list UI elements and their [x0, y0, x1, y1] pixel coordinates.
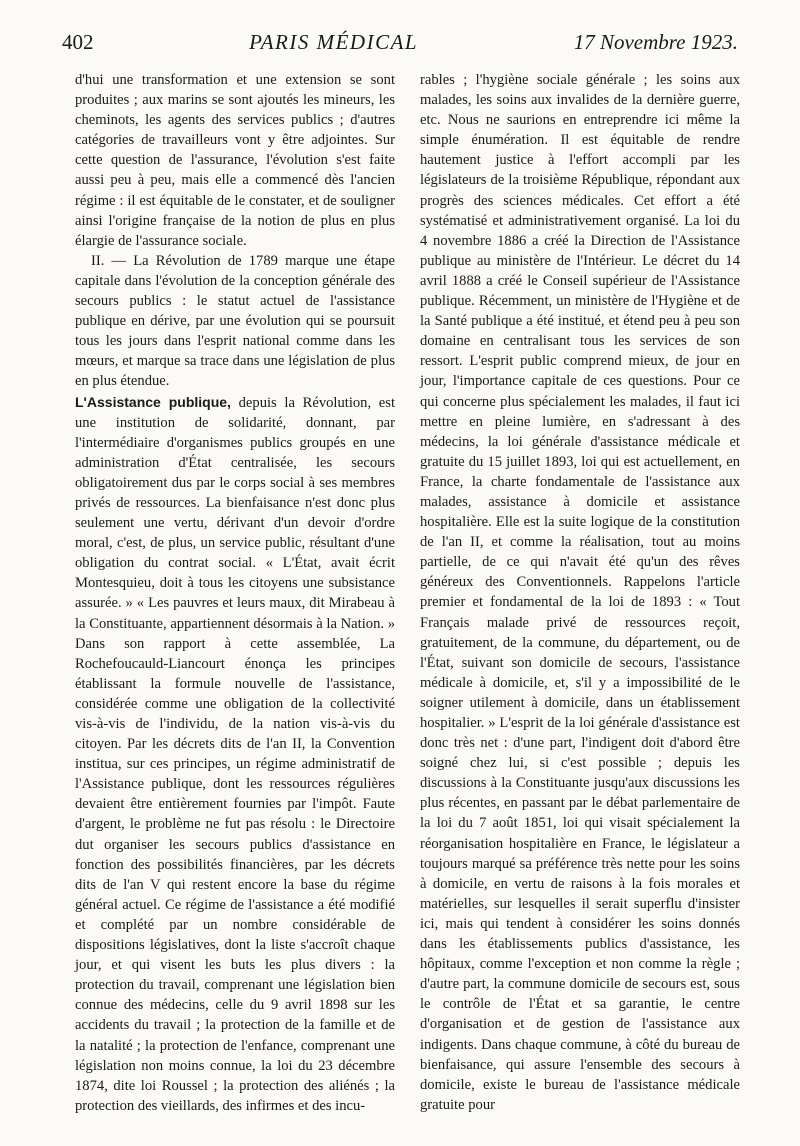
- paragraph-assistance-publique: [75, 392, 395, 1116]
- paragraph-loi-1893: rables ; l'hygiène sociale générale ; les soins aux malades, les soins aux invalides de la dernière guerre, etc. Nous ne saurions en entreprendre ici même la simple énumération. Il est équitable de rendre hautement justice à l'effort accompli par les législateurs de la troisième République, répondant aux progrès des sciences médicales. Cet effort a été systématisé et administrativement organisé. La loi du 4 novembre 1886 a créé la Direction de l'Assistance publique au ministère de l'Intérieur. Le décret du 14 avril 1888 a créé le Conseil supérieur de l'Assistance publique. Récemment, un ministère de l'Hygiène et de la Santé publique a été institué, et étend peu à peu son domaine en centralisant tous les services de son ressort. L'esprit public comprend mieux, de jour en jour, l'importance capitale de ces questions. Pour ce qui concerne plus spécialement les malades, il faut ici mettre en pleine lumière, en s'adressant à des médecins, la loi générale d'assistance médicale et gratuite du 15 juillet 1893, loi qui est actuellement, en France, la charte fondamentale de l'assistance aux malades, assistance à domicile et assistance hospitalière. Elle est la suite logique de la constitution de l'an II, et comme la réalisation, tout au moins partielle, de ce qui n'avait été qu'un des rêves généreux des Conventionnels. Rappelons l'article premier et fondamental de la loi de 1893 : « Tout Français malade privé de ressources reçoit, gratuitement, de la commune, du département, ou de l'État, suivant son domicile de secours, l'assistance médicale à domicile, et, s'il y a impossibilité de le soigner utilement à domicile, dans un établissement hospitalier. » L'esprit de la loi générale d'assistance est donc très net : d'une part, l'indigent doit d'abord être soigné chez lui, si c'est possible ; depuis les discussions à la Constituante jusqu'aux discussions les plus récentes, en passant par le débat parlementaire de la loi du 7 août 1851, loi qui visait spécialement la réorganisation hospitalière en France, le législateur a toujours marqué sa préférence très nette pour les soins à domicile, en vertu de raisons à la fois morales et matérielles, sur lesquelles il serait superflu d'insister ici, mais qui tendent à considérer les soins donnés dans les établissements publics d'assistance, les hôpitaux, comme l'exception et non comme la règle ; d'autre part, la commune domicile de secours est, sous le contrôle de l'État et sa garantie, le centre d'organisation et de gestion de l'assistance aux indigents. Dans chaque commune, à côté du bureau de bienfaisance, qui assure l'ensemble des secours à domicile, existe le bureau de l'assistance médicale gratuite pour: [420, 72, 740, 1113]
- issue-date: 17 Novembre 1923.: [573, 30, 738, 54]
- paragraph-assistance-text: depuis la Révolution, est une institution de solidarité, donnant, par l'intermédiaire d'organismes publics groupés en une administration d'État centralisée, les secours obligatoirement dus par le corps social à ses membres privés de ressources. La bienfaisance n'est donc plus seulement une vertu, dérivant d'un devoir d'ordre moral, c'est, de plus, un service public, résultant d'une obligation du contrat social. « L'État, avait écrit Montesquieu, doit à tous les citoyens une subsistance assurée. » « Les pauvres et leurs maux, dit Mirabeau à la Constituante, appartiennent désormais à la Nation. » Dans son rapport à cette assemblée, La Rochefoucauld-Liancourt énonça les principes établissant la formule nouvelle de l'assistance, considérée comme une obligation de la collectivité vis-à-vis de l'individu, de la nation vis-à-vis du citoyen. Par les décrets dits de l'an II, la Convention institua, sur ces principes, un régime administratif de l'Assistance publique, dont les ressources régulières devaient être entièrement fournies par l'impôt. Faute d'argent, le problème ne fut pas résolu : le Directoire dut organiser les secours publics d'assistance en fonction des possibilités financières, par les décrets dits de l'an V qui restent encore la base du régime général actuel. Ce régime de l'assistance a été modifié et complété par un nombre considérable de dispositions législatives, dont la liste s'accroît chaque jour, et qui visent les buts les plus divers : la protection du travail, comprenant une législation bien connue des médecins, celle du 9 avril 1898 sur les accidents du travail ; la protection de la famille et de la natalité ; la protection de l'enfance, comprenant une législation non moins connue, la loi du 23 décembre 1874, dite loi Roussel ; la protection des aliénés ; la protection des vieillards, des infirmes et des incu-: [75, 394, 396, 1114]
- right-column: [420, 70, 740, 1130]
- left-column: [75, 70, 395, 1130]
- paragraph-assurance: d'hui une transformation et une extension se sont produites ; aux marins se sont ajoutés les mineurs, les cheminots, les agents des services publics ; d'autres catégories de travailleurs vont y être adjointes. Sur cette question de l'assurance, l'évolution s'est faite aussi peu à peu, mais elle a commencé dès l'ancien régime : il est équitable de le constater, et de souligner ainsi l'origine française de la notion de plus en plus élargie de l'assurance sociale.: [75, 72, 395, 249]
- page-number: 402: [62, 30, 94, 54]
- paragraph-revolution: II. — La Révolution de 1789 marque une étape capitale dans l'évolution de la conception générale des secours publics : le statut actuel de l'assistance publique en dérive, par une évolution qui se poursuit tous les jours dans l'esprit national comme dans les mœurs, et marque sa trace dans une législation de plus en plus étendue.: [75, 252, 395, 390]
- article-body: [75, 70, 740, 1130]
- journal-title: PARIS MÉDICAL: [249, 30, 419, 54]
- running-header: [62, 30, 738, 66]
- section-heading-assistance: L'Assistance publique,: [75, 393, 231, 410]
